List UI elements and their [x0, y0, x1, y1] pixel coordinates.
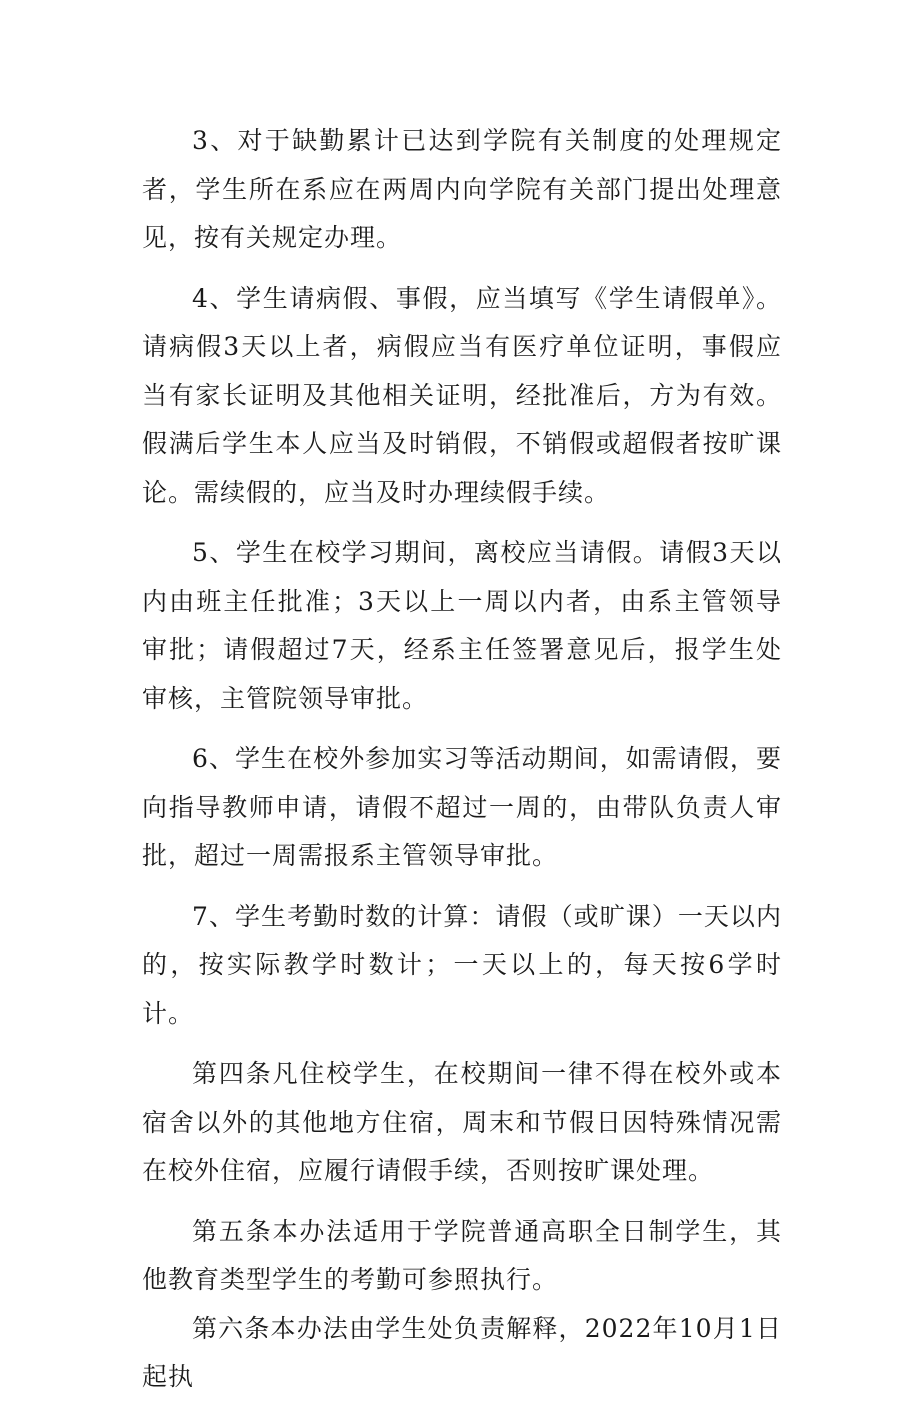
document-body [142, 117, 782, 1414]
paragraph-item-6: 6、学生在校外参加实习等活动期间，如需请假，要向指导教师申请，请假不超过一周的，由带队负责人审批，超过一周需报系主管领导审批。 [142, 744, 782, 870]
paragraph-article-6: 第六条本办法由学生处负责解释，2022年10月1日起执 [142, 1313, 782, 1391]
paragraph-item-7: 7、学生考勤时数的计算：请假（或旷课）一天以内的，按实际教学时数计；一天以上的，每天按6学时计。 [142, 901, 782, 1028]
paragraph-article-5: 第五条本办法适用于学院普通高职全日制学生，其他教育类型学生的考勤可参照执行。 [142, 1216, 782, 1294]
paragraph-item-5: 5、学生在校学习期间，离校应当请假。请假3天以内由班主任批准；3天以上一周以内者，由系主管领导审批；请假超过7天，经系主任签署意见后，报学生处审核，主管院领导审批。 [142, 538, 782, 713]
paragraph-article-4: 第四条凡住校学生，在校期间一律不得在校外或本宿舍以外的其他地方住宿，周末和节假日因特殊情况需在校外住宿，应履行请假手续，否则按旷课处理。 [142, 1059, 782, 1185]
paragraph-item-4: 4、学生请病假、事假，应当填写《学生请假单》。请病假3天以上者，病假应当有医疗单位证明，事假应当有家长证明及其他相关证明，经批准后，方为有效。假满后学生本人应当及时销假，不销假或超假者按旷课论。需续假的，应当及时办理续假手续。 [142, 283, 782, 507]
paragraph-item-3: 3、对于缺勤累计已达到学院有关制度的处理规定者，学生所在系应在两周内向学院有关部门提出处理意见，按有关规定办理。 [142, 126, 782, 252]
